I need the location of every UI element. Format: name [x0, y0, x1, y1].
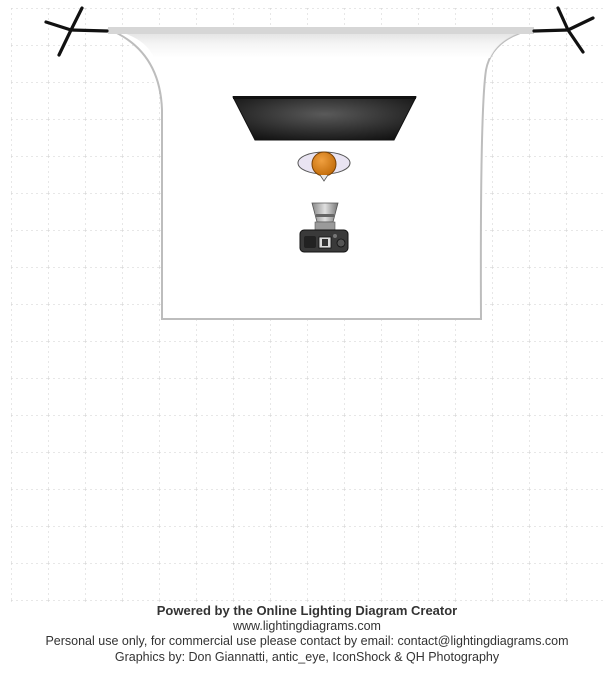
credits-footer [0, 603, 614, 665]
backdrop-roll [108, 27, 534, 34]
softbox-icon [233, 97, 416, 140]
footer-website: www.lightingdiagrams.com [233, 618, 381, 633]
softbox[interactable] [233, 96, 416, 140]
footer-graphics-credits: Graphics by: Don Giannatti, antic_eye, IconShock & QH Photography [114, 649, 500, 664]
footer-powered-by: Powered by the Online Lighting Diagram Creator [156, 603, 458, 618]
footer-license-note: Personal use only, for commercial use please contact by email: contact@lightingdiagrams.com [45, 634, 569, 648]
